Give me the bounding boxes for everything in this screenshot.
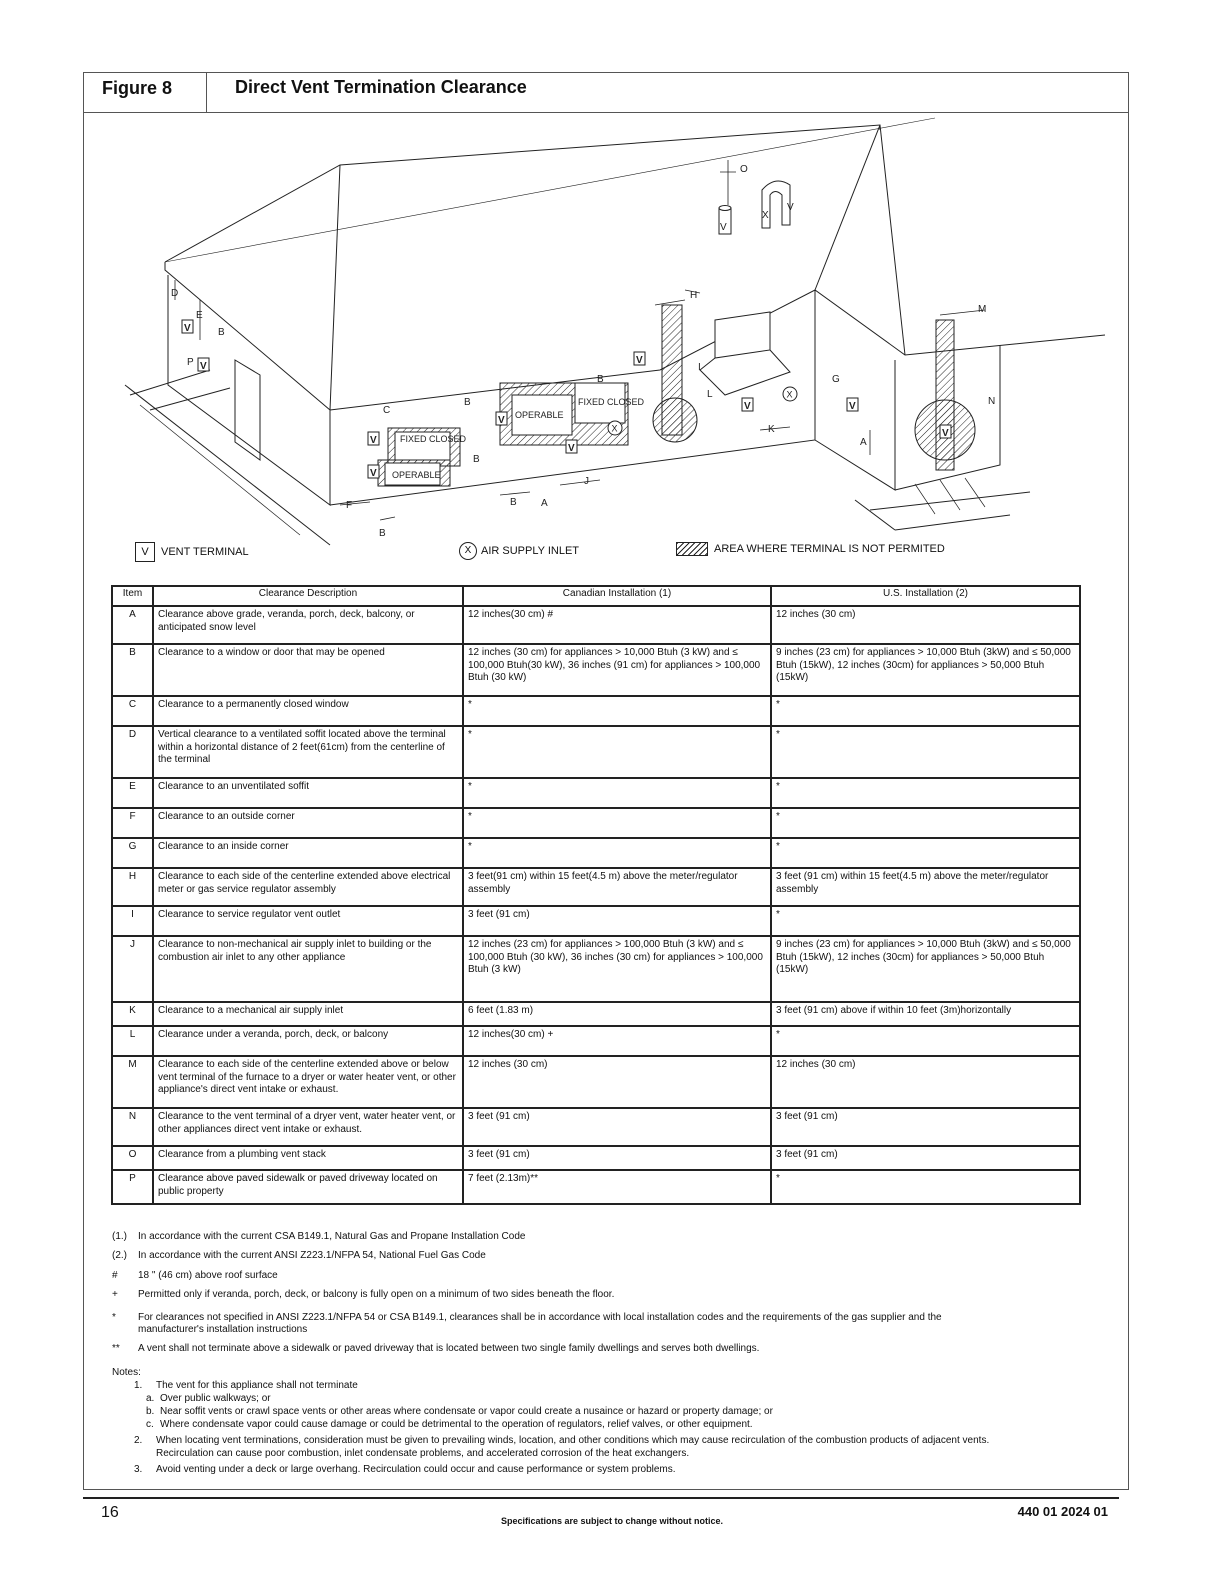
- vent-terminal-1: V: [370, 435, 377, 446]
- roof-eave-left: [165, 262, 330, 410]
- vent-terminal-3: V: [498, 415, 505, 426]
- letter-f: F: [346, 500, 353, 511]
- legend-air-label: AIR SUPPLY INLET: [481, 544, 580, 557]
- note-line: 1. The vent for this appliance shall not terminate: [134, 1380, 358, 1391]
- label-fixed-closed-left: FIXED CLOSED: [400, 434, 467, 444]
- label-operable-center: OPERABLE: [515, 410, 564, 420]
- table-row: N Clearance to the vent terminal of a dryer vent, water heater vent, or other appliances direct vent intake or exhaust. 3 feet (91 cm) 3 feet (91 cm): [112, 1108, 1080, 1146]
- letter-o: O: [740, 164, 748, 175]
- label-operable-left: OPERABLE: [392, 470, 441, 480]
- footnote: ** A vent shall not terminate above a sidewalk or paved driveway that is located between two single family dwellings and serves both dwellings.: [112, 1343, 760, 1354]
- footnote: * For clearances not specified in ANSI Z223.1/NFPA 54 or CSA B149.1, clearances shall be in accordance with local installation codes and the requirements of the gas supplier and the: [112, 1312, 942, 1323]
- letter-n: N: [988, 396, 996, 407]
- wall-inner-corner: [815, 360, 895, 490]
- header-canadian: Canadian Installation (1): [463, 586, 771, 606]
- letter-a-corner: A: [860, 437, 867, 448]
- air-inlet-1: X: [611, 423, 618, 434]
- header-description: Clearance Description: [153, 586, 463, 606]
- note-line: Recirculation can cause poor combustion, inlet condensate problems, and accelerated corrosion of the heat exchangers.: [156, 1448, 690, 1459]
- note-line: 2. When locating vent terminations, consideration must be given to prevailing winds, location, and other conditions which may cause recirculation of the combustion products of adjacent vents.: [134, 1435, 990, 1446]
- house-diagram: [0, 0, 1224, 580]
- table-row: P Clearance above paved sidewalk or paved driveway located on public property 7 feet (2.13m)** *: [112, 1170, 1080, 1204]
- letter-b-2: B: [597, 374, 604, 385]
- roof-ridge: [165, 125, 880, 262]
- letter-b-1: B: [464, 397, 471, 408]
- notes-heading: Notes:: [112, 1367, 141, 1378]
- table-row: D Vertical clearance to a ventilated soffit located above the terminal within a horizontal distance of 2 feet(61cm) from the centerline of the terminal * *: [112, 726, 1080, 778]
- table-row: J Clearance to non-mechanical air supply inlet to building or the combustion air inlet to any other appliance 12 inches (23 cm) for appliances > 100,000 Btuh (3 kW) and ≤ 100,000 Btuh (30 kW), 36 inches (30 cm) for appliances > 100,000 Btuh (3 kW) 9 inches (23 cm) for appliances > 10,000 Btuh (3kW) and ≤ 50,000 Btuh (15kW), 12 inches (30cm) for appliances > 50,000 Btuh (15kW): [112, 936, 1080, 1002]
- letter-d: D: [171, 288, 179, 299]
- letter-b-6: B: [218, 327, 225, 338]
- vent-terminal-5: V: [636, 355, 643, 366]
- letter-b-3: B: [473, 454, 480, 465]
- letter-e: E: [196, 310, 203, 321]
- table-row: K Clearance to a mechanical air supply inlet 6 feet (1.83 m) 3 feet (91 cm) above if within 10 feet (3m)horizontally: [112, 1002, 1080, 1026]
- legend-restricted-area: [676, 542, 945, 556]
- letter-j: J: [584, 476, 589, 487]
- footnote: (1.) In accordance with the current CSA B149.1, Natural Gas and Propane Installation Code: [112, 1231, 526, 1242]
- vent-terminal-9: V: [184, 323, 191, 334]
- legend-area-label: AREA WHERE TERMINAL IS NOT PERMITED: [714, 542, 945, 555]
- letter-b-5: B: [379, 528, 386, 539]
- letter-p: P: [187, 357, 194, 368]
- legend-air-supply: [459, 542, 579, 560]
- letter-i: I: [698, 362, 701, 373]
- letter-l: L: [707, 389, 713, 400]
- air-supply-icon: X: [459, 542, 477, 560]
- page-number: 16: [101, 1504, 119, 1521]
- clearance-table: [111, 585, 1081, 1205]
- vent-terminal-6: V: [744, 401, 751, 412]
- table-row: H Clearance to each side of the centerline extended above electrical meter or gas service regulator assembly 3 feet(91 cm) within 15 feet(4.5 m) above the meter/regulator assembly 3 feet (91 cm) within 15 feet(4.5 m) above the meter/regulator assembly: [112, 868, 1080, 906]
- air-inlet-2: X: [786, 389, 793, 400]
- vent-terminal-10: V: [200, 361, 207, 372]
- table-row: F Clearance to an outside corner * *: [112, 808, 1080, 838]
- roof-vent-label: V: [720, 222, 727, 233]
- letter-b-4: B: [510, 497, 517, 508]
- meter-box: [715, 312, 770, 358]
- letter-a-front: A: [541, 498, 548, 509]
- door: [235, 360, 260, 460]
- plumbing-vent-label: V: [787, 202, 794, 213]
- table-row: I Clearance to service regulator vent outlet 3 feet (91 cm) *: [112, 906, 1080, 936]
- note-line: a. Over public walkways; or: [146, 1393, 271, 1404]
- vent-terminal-2: V: [370, 468, 377, 479]
- table-row: E Clearance to an unventilated soffit * *: [112, 778, 1080, 808]
- note-line: c. Where condensate vapor could cause damage or could be detrimental to the operation of regulators, relief valves, or other equipment.: [146, 1419, 753, 1430]
- spec-notice: Specifications are subject to change without notice.: [500, 1516, 724, 1526]
- vent-terminal-icon: V: [135, 542, 155, 562]
- figure-title: Direct Vent Termination Clearance: [235, 77, 527, 97]
- table-row: B Clearance to a window or door that may be opened 12 inches (30 cm) for appliances > 10,000 Btuh (3 kW) and ≤ 100,000 Btuh(30 kW), 36 inches (91 cm) for appliances > 100,000 Btuh (30 kW) 9 inches (23 cm) for appliances > 10,000 Btuh (3kW) and ≤ 50,000 Btuh (15kW), 12 inches (30cm) for appliances > 50,000 Btuh (15kW): [112, 644, 1080, 696]
- figure-number: Figure 8: [102, 78, 173, 98]
- footnote: + Permitted only if veranda, porch, deck, or balcony is fully open on a minimum of two sides beneath the floor.: [112, 1289, 615, 1300]
- table-row: C Clearance to a permanently closed window * *: [112, 696, 1080, 726]
- legend-vent-label: VENT TERMINAL: [161, 545, 249, 558]
- header-item: Item: [112, 586, 153, 606]
- table-row: A Clearance above grade, veranda, porch, deck, balcony, or anticipated snow level 12 inches(30 cm) # 12 inches (30 cm): [112, 606, 1080, 644]
- letter-m: M: [978, 304, 987, 315]
- vent-terminal-4: V: [568, 443, 575, 454]
- plumbing-air-label: X: [762, 210, 769, 221]
- letter-h: H: [690, 290, 698, 301]
- table-row: M Clearance to each side of the centerline extended above or below vent terminal of the furnace to a dryer or water heater vent, or other appliance's direct vent intake or exhaust. 12 inches (30 cm) 12 inches (30 cm): [112, 1056, 1080, 1108]
- letter-c: C: [383, 405, 391, 416]
- vent-terminal-7: V: [942, 428, 949, 439]
- letter-k: K: [768, 424, 775, 435]
- footnote: manufacturer's installation instructions: [138, 1324, 308, 1335]
- vent-terminal-8: V: [849, 401, 856, 412]
- footnote: (2.) In accordance with the current ANSI Z223.1/NFPA 54, National Fuel Gas Code: [112, 1250, 486, 1261]
- letter-g: G: [832, 374, 840, 385]
- label-fixed-closed-center: FIXED CLOSED: [578, 397, 645, 407]
- hatch-area-icon: [676, 542, 708, 556]
- header-us: U.S. Installation (2): [771, 586, 1080, 606]
- table-row: G Clearance to an inside corner * *: [112, 838, 1080, 868]
- footer-rule: [83, 1497, 1119, 1499]
- table-row: O Clearance from a plumbing vent stack 3 feet (91 cm) 3 feet (91 cm): [112, 1146, 1080, 1170]
- legend-vent-terminal: [135, 542, 249, 562]
- note-line: 3. Avoid venting under a deck or large overhang. Recirculation could occur and cause performance or system problems.: [134, 1464, 676, 1475]
- document-number: 440 01 2024 01: [1017, 1504, 1108, 1519]
- table-row: L Clearance under a veranda, porch, deck, or balcony 12 inches(30 cm) + *: [112, 1026, 1080, 1056]
- table-header-row: [112, 586, 1080, 606]
- footnote: # 18 " (46 cm) above roof surface: [112, 1270, 278, 1281]
- note-line: b. Near soffit vents or crawl space vents or other areas where condensate or vapor could create a nusaince or hazard or property damage; or: [146, 1406, 773, 1417]
